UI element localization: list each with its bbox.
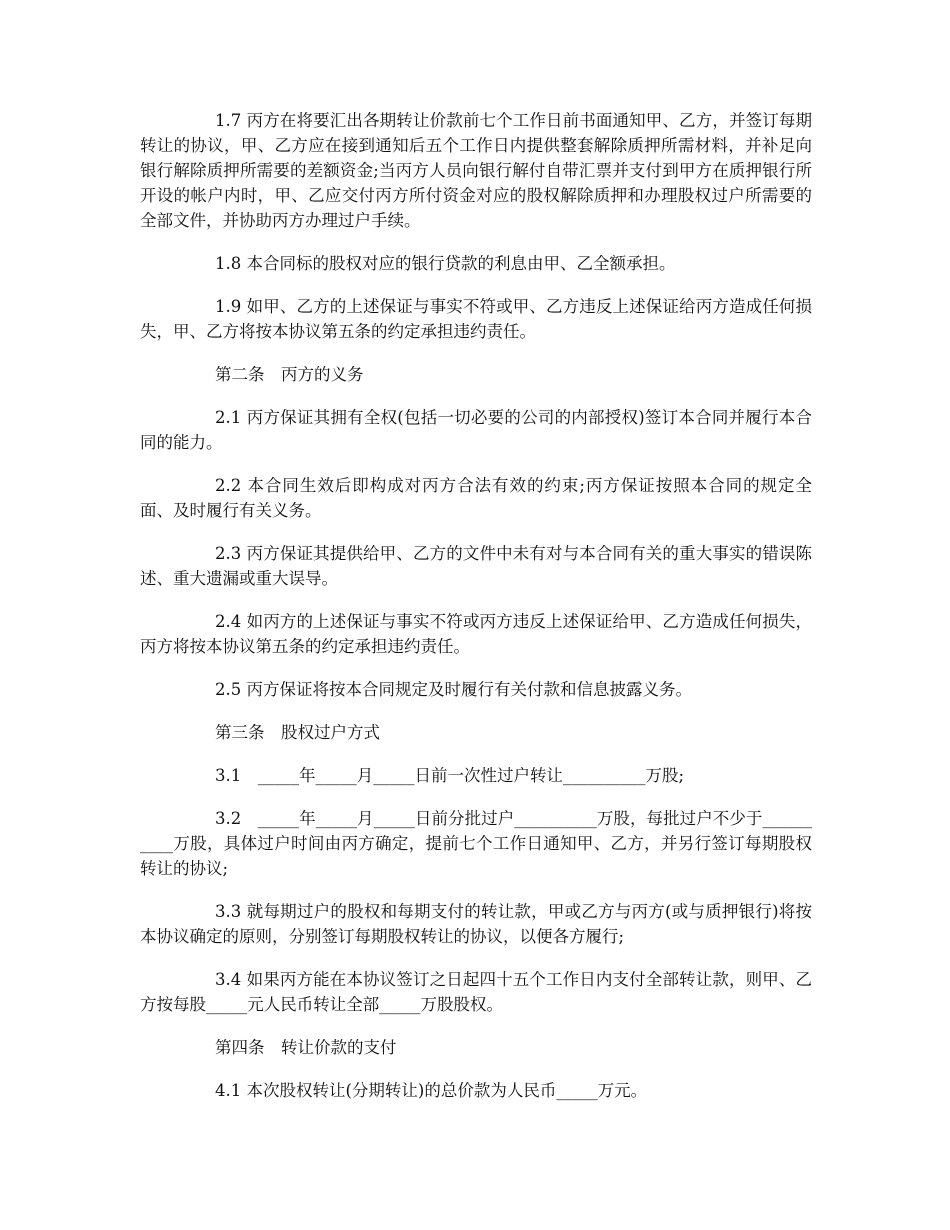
clause-1-9: 1.9 如甲、乙方的上述保证与事实不符或甲、乙方违反上述保证给丙方造成任何损失，甲、乙方将按本协议第五条的约定承担违约责任。: [140, 297, 812, 341]
article-4-heading: 第四条 转让价款的支付: [215, 1038, 397, 1057]
clause-1-8: 1.8 本合同标的股权对应的银行贷款的利息由甲、乙全额承担。: [215, 254, 676, 273]
clause-2-1: 2.1 丙方保证其拥有全权(包括一切必要的公司的内部授权)签订本合同并履行本合同的能力。: [140, 408, 812, 452]
clause-3-2: 3.2 _____年_____月_____日前分批过户__________万股，每批过户不少于__________万股，具体过户时间由丙方确定，提前七个工作日通知甲、乙方，并另行签订每期股权转让的协议;: [140, 809, 812, 878]
clause-3-1: 3.1 _____年_____月_____日前一次性过户转让__________万股;: [215, 766, 685, 785]
document-body: [140, 108, 812, 1121]
article-2-heading: 第二条 丙方的义务: [215, 365, 364, 384]
clause-4-1: 4.1 本次股权转让(分期转让)的总价款为人民币_____万元。: [215, 1081, 648, 1100]
clause-3-3: 3.3 就每期过户的股权和每期支付的转让款，甲或乙方与丙方(或与质押银行)将按本协议确定的原则，分别签订每期股权转让的协议，以便各方履行;: [140, 902, 812, 946]
clause-3-4: 3.4 如果丙方能在本协议签订之日起四十五个工作日内支付全部转让款，则甲、乙方按每股_____元人民币转让全部_____万股股权。: [140, 970, 812, 1014]
clause-1-7: 1.7 丙方在将要汇出各期转让价款前七个工作日前书面通知甲、乙方，并签订每期转让的协议，甲、乙方应在接到通知后五个工作日内提供整套解除质押所需材料，并补足向银行解除质押所需要的差额资金;当丙方人员向银行解付自带汇票并支付到甲方在质押银行所开设的帐户内时，甲、乙应交付丙方所付资金对应的股权解除质押和办理股权过户所需要的全部文件，并协助丙方办理过户手续。: [140, 111, 812, 230]
clause-2-5: 2.5 丙方保证将按本合同规定及时履行有关付款和信息披露义务。: [215, 680, 692, 699]
clause-2-4: 2.4 如丙方的上述保证与事实不符或丙方违反上述保证给甲、乙方造成任何损失，丙方将按本协议第五条的约定承担违约责任。: [140, 612, 812, 656]
clause-2-3: 2.3 丙方保证其提供给甲、乙方的文件中未有对与本合同有关的重大事实的错误陈述、重大遗漏或重大误导。: [140, 544, 812, 588]
clause-2-2: 2.2 本合同生效后即构成对丙方合法有效的约束;丙方保证按照本合同的规定全面、及时履行有关义务。: [140, 476, 812, 520]
article-3-heading: 第三条 股权过户方式: [215, 723, 380, 742]
